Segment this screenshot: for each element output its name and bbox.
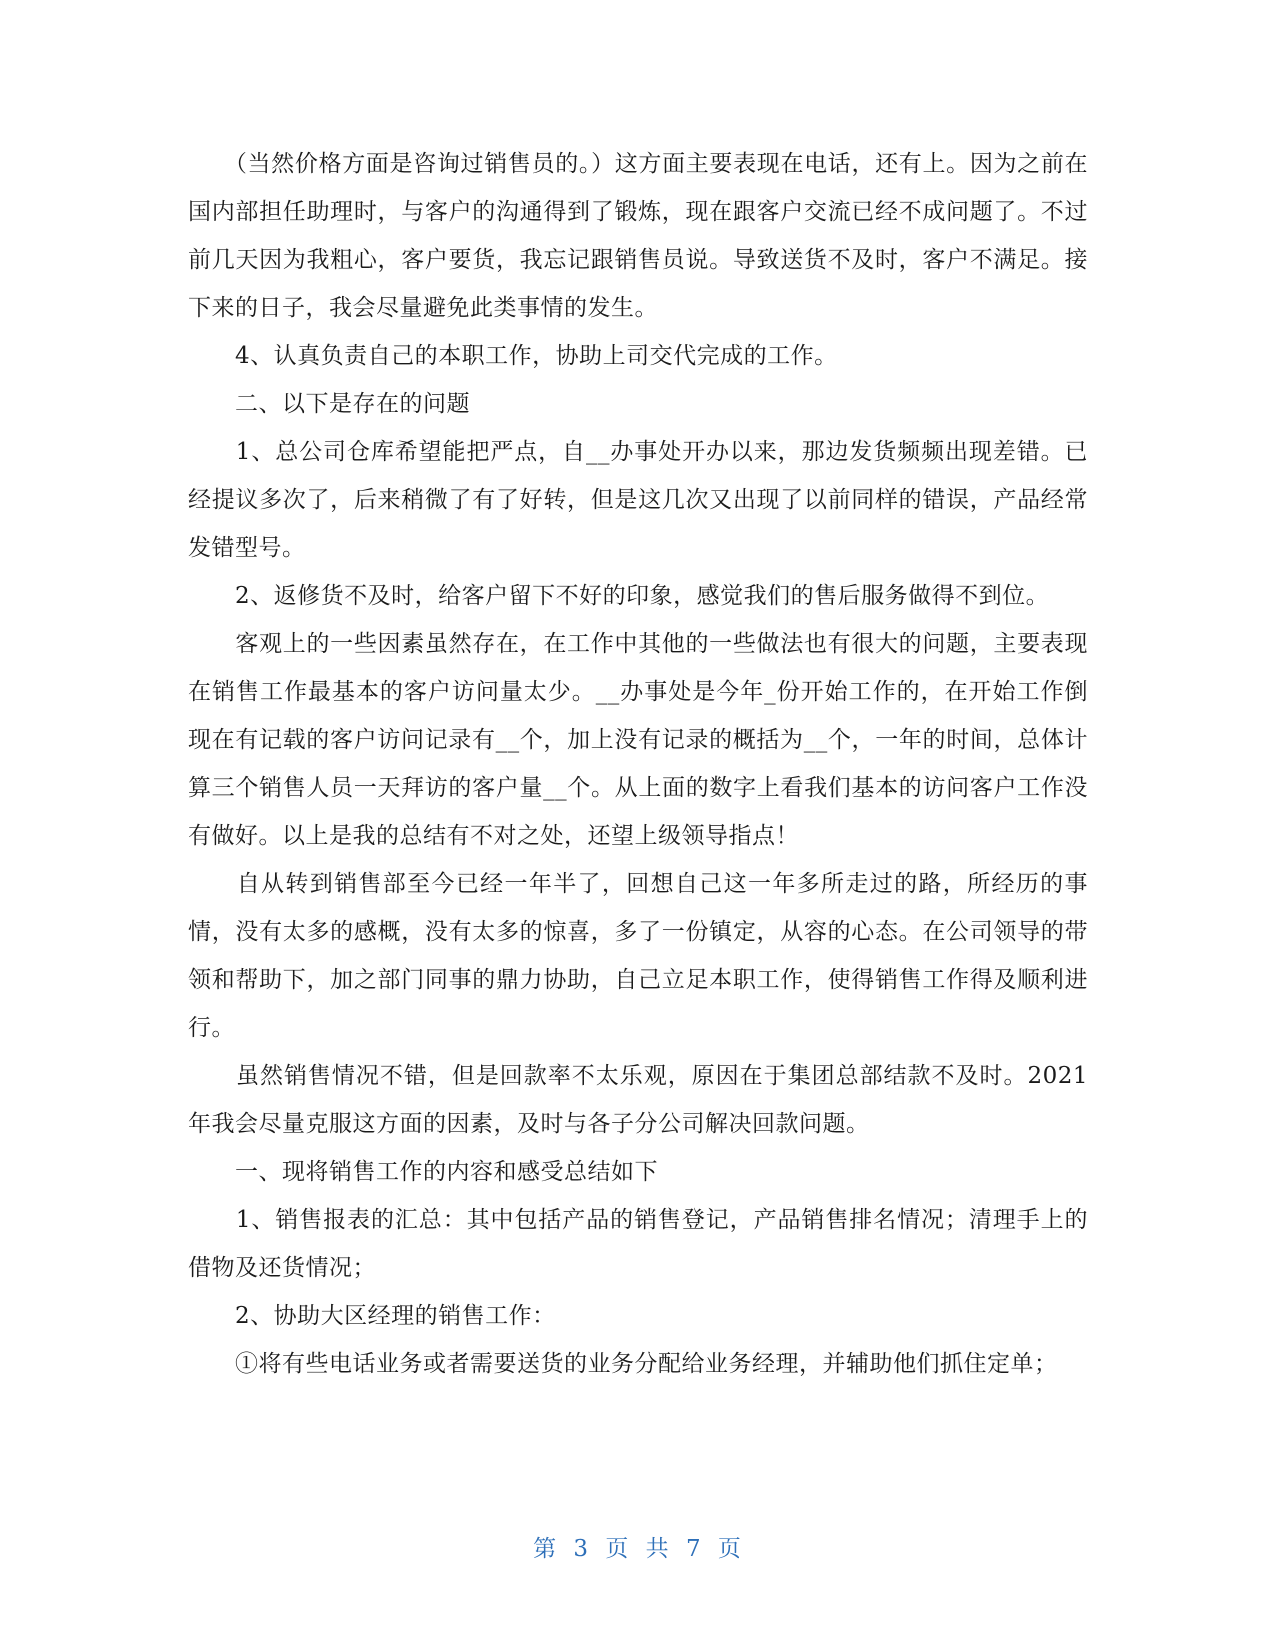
total-label: 共 [645, 1536, 670, 1562]
paragraph: 4、认真负责自己的本职工作，协助上司交代完成的工作。 [188, 343, 838, 369]
paragraph: 虽然销售情况不错，但是回款率不太乐观，原因在于集团总部结款不及时。2021年我会尽量克服这方面的因素，及时与各子分公司解决回款问题。 [188, 1063, 1088, 1137]
document-body [188, 140, 1088, 1388]
paragraph: 二、以下是存在的问题 [188, 391, 470, 417]
page-footer [0, 1530, 1275, 1563]
paragraph: 客观上的一些因素虽然存在，在工作中其他的一些做法也有很大的问题，主要表现在销售工作最基本的客户访问量太少。__办事处是今年_份开始工作的，在开始工作倒现在有记载的客户访问记录有__个，加上没有记录的概括为__个，一年的时间，总体计算三个销售人员一天拜访的客户量__个。从上面的数字上看我们基本的访问客户工作没有做好。以上是我的总结有不对之处，还望上级领导指点！ [188, 631, 1088, 849]
paragraph: 1、总公司仓库希望能把严点，自__办事处开办以来，那边发货频频出现差错。已经提议多次了，后来稍微了有了好转，但是这几次又出现了以前同样的错误，产品经常发错型号。 [188, 439, 1088, 561]
paragraph: 自从转到销售部至今已经一年半了，回想自己这一年多所走过的路，所经历的事情，没有太多的感概，没有太多的惊喜，多了一份镇定，从容的心态。在公司领导的带领和帮助下，加之部门同事的鼎力协助，自己立足本职工作，使得销售工作得及顺利进行。 [188, 871, 1088, 1041]
total-pages: 7 [685, 1536, 702, 1562]
paragraph: （当然价格方面是咨询过销售员的。）这方面主要表现在电话，还有上。因为之前在国内部担任助理时，与客户的沟通得到了锻炼，现在跟客户交流已经不成问题了。不过前几天因为我粗心，客户要货，我忘记跟销售员说。导致送货不及时，客户不满足。接下来的日子，我会尽量避免此类事情的发生。 [188, 151, 1088, 321]
page-unit: 页 [605, 1536, 630, 1562]
paragraph: 2、协助大区经理的销售工作： [188, 1303, 556, 1329]
page-number: 3 [573, 1536, 590, 1562]
total-unit: 页 [717, 1536, 742, 1562]
paragraph: 一、现将销售工作的内容和感受总结如下 [188, 1159, 658, 1185]
paragraph: 2、返修货不及时，给客户留下不好的印象，感觉我们的售后服务做得不到位。 [188, 583, 1050, 609]
page-label: 第 [533, 1536, 558, 1562]
paragraph: ①将有些电话业务或者需要送货的业务分配给业务经理，并辅助他们抓住定单； [188, 1351, 1058, 1377]
paragraph: 1、销售报表的汇总：其中包括产品的销售登记，产品销售排名情况；清理手上的借物及还货情况； [188, 1207, 1088, 1281]
